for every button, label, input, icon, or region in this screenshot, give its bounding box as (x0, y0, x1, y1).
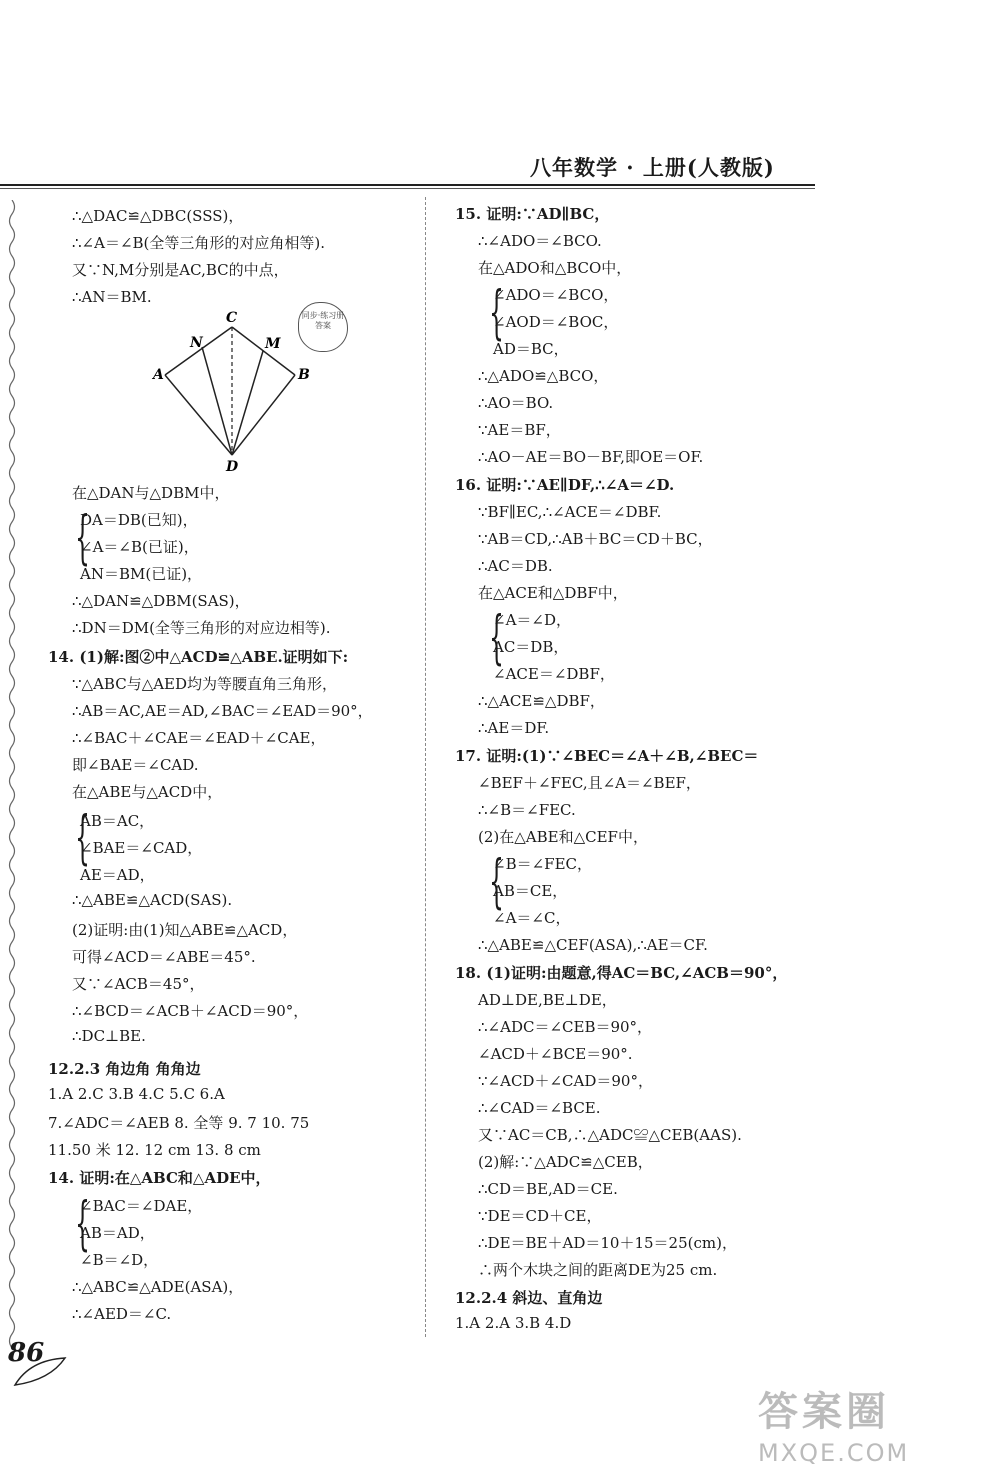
right-line: ∵∠ACD＋∠CAD＝90°， (478, 1072, 653, 1090)
right-line: ∠A＝∠D， (493, 611, 571, 629)
right-line: 又∵AC＝CB,∴△ADC≌△CEB(AAS). (478, 1126, 742, 1144)
right-line: ∴∠ADO＝∠BCO. (478, 232, 602, 250)
left-line: 又∵∠ACB＝45°， (72, 975, 205, 993)
label-d: D (226, 459, 239, 475)
right-line: ∠ACE＝∠DBF， (493, 665, 615, 683)
right-line: (2)解:∵△ADC≌△CEB， (478, 1153, 653, 1171)
left-line: ∵△ABC与△AED均为等腰直角三角形， (72, 675, 338, 693)
left-line: ∴△DAC≌△DBC(SSS)， (72, 207, 244, 225)
right-line: ∠BEF＋∠FEC,且∠A＝∠BEF， (478, 774, 701, 792)
watermark (758, 1380, 909, 1467)
left-line: 在△ABE与△ACD中， (72, 783, 223, 801)
watermark-url: MXQE.COM (758, 1439, 910, 1467)
left-line: ∴AB＝AC,AE＝AD,∠BAC＝∠EAD＝90°， (72, 702, 373, 720)
left-line: AE＝AD， (80, 866, 155, 884)
left-line: ∠BAC＝∠DAE， (80, 1197, 203, 1215)
answer-line: 1.A 2.C 3.B 4.C 5.C 6.A (48, 1085, 225, 1103)
right-line: ∠ADO＝∠BCO， (493, 286, 619, 304)
right-line: ∠A＝∠C， (493, 909, 571, 927)
left-line: AB＝AC， (80, 812, 155, 830)
right-line: ∴AC＝DB. (478, 557, 553, 575)
right-line: AD＝BC， (493, 340, 569, 358)
column-divider (425, 197, 426, 1337)
problem-14b: 14. 证明:在△ABC和△ADE中， (48, 1169, 271, 1187)
right-line: 在△ADO和△BCO中， (478, 259, 632, 277)
section-heading: 12.2.4 斜边、直角边 (455, 1289, 603, 1307)
right-line: ∠AOD＝∠BOC， (493, 313, 619, 331)
right-line: ∴∠ADC＝∠CEB＝90°， (478, 1018, 653, 1036)
right-line: ∴两个木块之间的距离DE为25 cm. (478, 1261, 718, 1279)
left-line: ∴DN＝DM(全等三角形的对应边相等). (72, 619, 331, 637)
left-line: ∴∠BAC＋∠CAE＝∠EAD＋∠CAE， (72, 729, 326, 747)
page-number: 86 (8, 1338, 45, 1368)
left-line: ∴△ABE≌△ACD(SAS). (72, 891, 233, 909)
right-line: AD⊥DE,BE⊥DE， (478, 991, 617, 1009)
left-line: ∠BAE＝∠CAD， (80, 839, 203, 857)
geometry-diagram (140, 305, 320, 480)
leaf-ornament-icon (10, 1350, 70, 1390)
label-a: A (153, 367, 164, 383)
problem-17: 17. 证明:(1)∵∠BEC＝∠A＋∠B,∠BEC＝ (455, 747, 759, 765)
answer-line: 1.A 2.A 3.B 4.D (455, 1314, 572, 1332)
header-rule-thin (0, 188, 815, 189)
right-line: ∴AO＝BO. (478, 394, 554, 412)
brace: { (75, 1189, 90, 1257)
right-line: ∴AE＝DF. (478, 719, 550, 737)
right-line: AB＝CE， (493, 882, 568, 900)
left-line: ∴∠AED＝∠C. (72, 1305, 172, 1323)
page-header-title: 八年数学 · 上册(人教版) (530, 155, 775, 180)
right-line: ∴∠CAD＝∠BCE. (478, 1099, 601, 1117)
label-c: C (226, 310, 238, 326)
answer-line: 7.∠ADC＝∠AEB 8. 全等 9. 7 10. 75 (48, 1114, 310, 1132)
segment-cb (232, 327, 295, 375)
left-wavy-border (6, 200, 18, 1350)
right-line: ∴△ACE≌△DBF， (478, 692, 605, 710)
right-line: ∠ACD＋∠BCE＝90°. (478, 1045, 633, 1063)
section-heading: 12.2.3 角边角 角角边 (48, 1060, 201, 1078)
segment-md (232, 351, 263, 455)
answer-line: 11.50 米 12. 12 cm 13. 8 cm (48, 1141, 261, 1159)
watermark-text: 答案圈 (758, 1389, 890, 1435)
left-line: 又∵N,M分别是AC,BC的中点， (72, 261, 289, 279)
right-line: 在△ACE和△DBF中， (478, 584, 628, 602)
right-line: ∴∠B＝∠FEC. (478, 801, 576, 819)
brace: { (489, 603, 504, 671)
brace: { (75, 803, 90, 871)
right-line: ∵BF∥EC,∴∠ACE＝∠DBF. (478, 503, 662, 521)
label-b: B (298, 367, 310, 383)
problem-16: 16. 证明:∵AE∥DF,∴∠A＝∠D. (455, 476, 675, 494)
right-line: ∠B＝∠FEC， (493, 855, 592, 873)
brace: { (489, 847, 504, 915)
header-rule (0, 184, 815, 186)
left-line: ∴∠BCD＝∠ACB＋∠ACD＝90°， (72, 1002, 309, 1020)
left-line: AN＝BM(已证)， (80, 565, 203, 583)
left-line: ∴△ABC≌△ADE(ASA)， (72, 1278, 244, 1296)
right-line: ∴△ADO≌△BCO， (478, 367, 609, 385)
left-line: DA＝DB(已知)， (80, 511, 198, 529)
segment-nd (202, 347, 232, 455)
segment-bd (232, 375, 295, 455)
left-line: ∴∠A＝∠B(全等三角形的对应角相等). (72, 234, 326, 252)
right-line: ∴CD＝BE,AD＝CE. (478, 1180, 618, 1198)
left-line: 即∠BAE＝∠CAD. (72, 756, 199, 774)
left-line: 在△DAN与△DBM中， (72, 484, 230, 502)
left-line: 可得∠ACD＝∠ABE＝45°. (72, 948, 256, 966)
right-line: ∴△ABE≌△CEF(ASA),∴AE＝CF. (478, 936, 708, 954)
problem-14: 14. (1)解:图②中△ACD≌△ABE.证明如下: (48, 648, 349, 666)
right-line: ∵AB＝CD,∴AB＋BC＝CD＋BC， (478, 530, 713, 548)
right-line: ∴DE＝BE＋AD＝10＋15＝25(cm)， (478, 1234, 737, 1252)
right-line: (2)在△ABE和△CEF中， (478, 828, 648, 846)
left-line: (2)证明:由(1)知△ABE≌△ACD， (72, 921, 298, 939)
left-line: ∴△DAN≌△DBM(SAS)， (72, 592, 250, 610)
stamp: 同步·练习册答案 (298, 302, 348, 352)
left-line: ∴AN＝BM. (72, 288, 152, 306)
right-line: ∵AE＝BF， (478, 421, 561, 439)
label-n: N (190, 335, 203, 351)
right-line: ∴AO－AE＝BO－BF,即OE＝OF. (478, 448, 704, 466)
label-m: M (265, 336, 281, 352)
left-line: ∠B＝∠D， (80, 1251, 159, 1269)
brace: { (75, 503, 90, 571)
left-line: ∠A＝∠B(已证)， (80, 538, 199, 556)
problem-18: 18. (1)证明:由题意,得AC＝BC,∠ACB＝90°， (455, 964, 788, 982)
left-line: AB＝AD， (80, 1224, 155, 1242)
problem-15: 15. 证明:∵AD∥BC， (455, 205, 610, 223)
left-line: ∴DC⊥BE. (72, 1027, 146, 1045)
segment-ad (165, 375, 232, 455)
brace: { (489, 278, 504, 346)
right-line: ∵DE＝CD＋CE， (478, 1207, 602, 1225)
right-line: AC＝DB， (493, 638, 569, 656)
